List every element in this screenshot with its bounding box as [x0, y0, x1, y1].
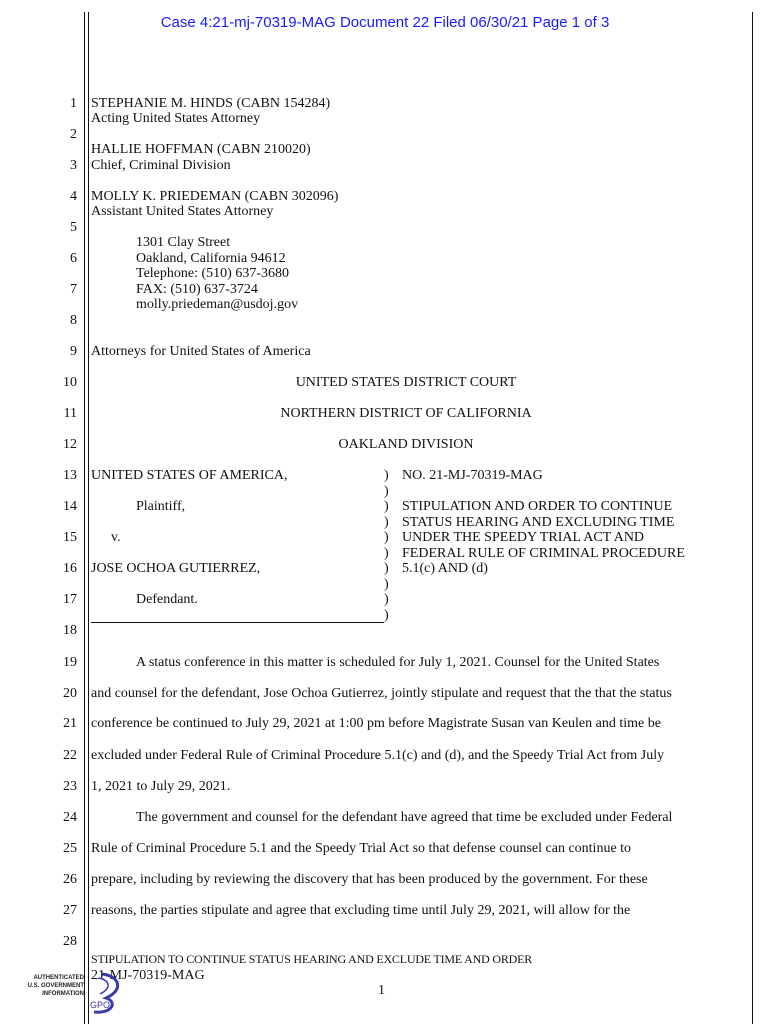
- line-number: 8: [70, 313, 77, 328]
- line-number: 19: [63, 655, 77, 670]
- line-number: 21: [63, 716, 77, 731]
- caption-plaintiff: UNITED STATES OF AMERICA,: [91, 468, 288, 483]
- gpo-seal-text-3: INFORMATION: [42, 991, 84, 997]
- caption-defendant: JOSE OCHOA GUTIERREZ,: [91, 561, 261, 576]
- caption-paren: ): [384, 483, 389, 499]
- line-number: 9: [70, 344, 77, 359]
- address-email: molly.priedeman@usdoj.gov: [136, 297, 299, 312]
- caption-paren: ): [384, 499, 389, 514]
- gpo-seal-icon: [27, 968, 130, 1018]
- document-title-line-5: 5.1(c) AND (d): [402, 561, 488, 576]
- line-number: 4: [70, 189, 77, 204]
- document-title-line-4: FEDERAL RULE OF CRIMINAL PROCEDURE: [402, 546, 685, 561]
- gpo-seal-swoosh-inner: [98, 978, 108, 994]
- line-number: 14: [63, 499, 77, 514]
- caption-versus: v.: [111, 530, 121, 545]
- caption-defendant-role: Defendant.: [136, 592, 198, 607]
- right-margin-rule: [752, 12, 753, 1024]
- body-p1-line-4: excluded under Federal Rule of Criminal Procedure 5.1(c) and (d), and the Speedy Trial Act from July: [91, 748, 665, 763]
- address-street: 1301 Clay Street: [136, 235, 231, 250]
- line-number: 28: [63, 934, 77, 949]
- body-p2-line-3: prepare, including by reviewing the discovery that has been produced by the government. For these: [91, 872, 648, 887]
- attorney-name-3: MOLLY K. PRIEDEMAN (CABN 302096): [91, 189, 339, 204]
- line-number: 1: [70, 96, 77, 111]
- body-p1-line-3: conference be continued to July 29, 2021 at 1:00 pm before Magistrate Susan van Keulen and time be: [91, 716, 661, 731]
- line-number: 15: [63, 530, 77, 545]
- case-header: Case 4:21-mj-70319-MAG Document 22 Filed 06/30/21 Page 1 of 3: [160, 14, 610, 31]
- body-p1-line-1: A status conference in this matter is scheduled for July 1, 2021. Counsel for the United States: [136, 655, 660, 670]
- attorney-name-1: STEPHANIE M. HINDS (CABN 154284): [91, 96, 331, 111]
- line-number: 18: [63, 623, 77, 638]
- line-number: 17: [63, 592, 77, 607]
- gpo-seal-text-4: GPO: [90, 1000, 111, 1010]
- attorney-title-1: Acting United States Attorney: [91, 111, 261, 126]
- attorney-title-3: Assistant United States Attorney: [91, 204, 274, 219]
- attorney-name-2: HALLIE HOFFMAN (CABN 210020): [91, 142, 311, 157]
- line-number: 13: [63, 468, 77, 483]
- gpo-seal-text-1: AUTHENTICATED: [33, 975, 84, 981]
- document-title-line-1: STIPULATION AND ORDER TO CONTINUE: [402, 499, 673, 514]
- caption-plaintiff-role: Plaintiff,: [136, 499, 186, 514]
- caption-paren: ): [384, 561, 389, 576]
- left-margin-rule-inner: [88, 12, 89, 1024]
- document-title-line-3: UNDER THE SPEEDY TRIAL ACT AND: [402, 530, 645, 545]
- left-margin-rule-outer: [84, 12, 85, 1024]
- attorneys-for: Attorneys for United States of America: [91, 344, 311, 359]
- line-number: 2: [70, 127, 77, 142]
- address-city: Oakland, California 94612: [136, 251, 286, 266]
- line-number: 10: [63, 375, 77, 390]
- body-p1-line-2: and counsel for the defendant, Jose Ochoa Gutierrez, jointly stipulate and request that the that the status: [91, 686, 672, 701]
- line-number: 5: [70, 220, 77, 235]
- court-name: UNITED STATES DISTRICT COURT: [295, 375, 517, 390]
- line-number: 7: [70, 282, 77, 297]
- body-p2-line-2: Rule of Criminal Procedure 5.1 and the Speedy Trial Act so that defense counsel can continue to: [91, 841, 632, 856]
- line-number: 27: [63, 903, 77, 918]
- line-number: 12: [63, 437, 77, 452]
- caption-paren: ): [384, 514, 389, 530]
- line-number: 23: [63, 779, 77, 794]
- address-fax: FAX: (510) 637-3724: [136, 282, 258, 297]
- line-number: 11: [63, 406, 77, 421]
- footer-title: STIPULATION TO CONTINUE STATUS HEARING AND EXCLUDE TIME AND ORDER: [91, 952, 533, 966]
- case-number: NO. 21-MJ-70319-MAG: [402, 468, 543, 483]
- line-number: 25: [63, 841, 77, 856]
- address-telephone: Telephone: (510) 637-3680: [136, 266, 289, 281]
- gpo-seal-text-2: U.S. GOVERNMENT: [27, 983, 84, 989]
- body-p2-line-1: The government and counsel for the defendant have agreed that time be excluded under Federal: [136, 810, 673, 825]
- caption-paren: ): [384, 530, 389, 545]
- caption-underline: [91, 622, 384, 623]
- line-number: 20: [63, 686, 77, 701]
- attorney-title-2: Chief, Criminal Division: [91, 158, 231, 173]
- document-title-line-2: STATUS HEARING AND EXCLUDING TIME: [402, 515, 675, 530]
- court-district: NORTHERN DISTRICT OF CALIFORNIA: [280, 406, 532, 421]
- line-number: 3: [70, 158, 77, 173]
- body-p1-line-5: 1, 2021 to July 29, 2021.: [91, 779, 231, 794]
- line-number: 24: [63, 810, 77, 825]
- line-number: 16: [63, 561, 77, 576]
- caption-paren: ): [384, 545, 389, 561]
- court-division: OAKLAND DIVISION: [338, 437, 474, 452]
- line-number: 22: [63, 748, 77, 763]
- page-number: 1: [378, 983, 385, 998]
- line-number: 26: [63, 872, 77, 887]
- caption-paren: ): [384, 592, 389, 607]
- line-number: 6: [70, 251, 77, 266]
- caption-paren: ): [384, 607, 389, 623]
- footer-case-number: 21-MJ-70319-MAG: [91, 968, 205, 983]
- body-p2-line-4: reasons, the parties stipulate and agree that excluding time until July 29, 2021, will allow for the: [91, 903, 631, 918]
- gpo-authentication-seal: [27, 968, 130, 1018]
- caption-paren: ): [384, 468, 389, 483]
- caption-paren: ): [384, 576, 389, 592]
